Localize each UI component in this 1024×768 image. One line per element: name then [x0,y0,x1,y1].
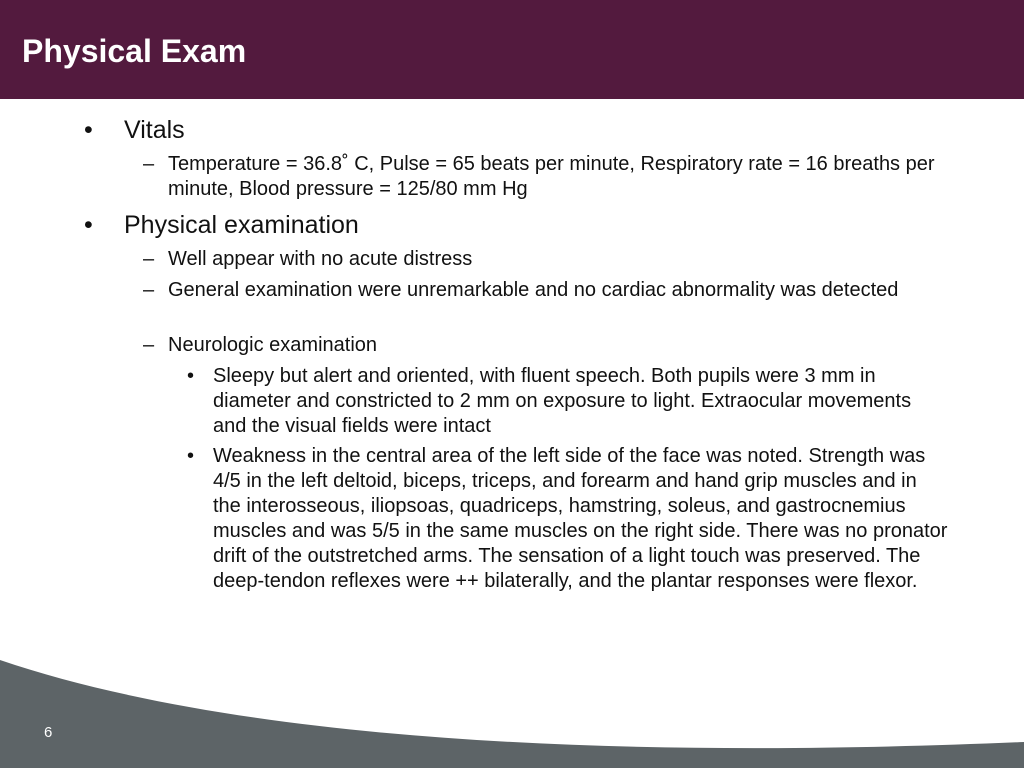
bullet-marker: • [187,365,195,387]
title-bar [0,0,1024,99]
page-number: 6 [44,724,53,741]
dash-marker: – [143,334,155,356]
bullet-text: Vitals [124,116,185,144]
sub-sub-bullet-text: Weakness in the central area of the left side of the face was noted. Strength was 4/5 in the left deltoid, biceps, triceps, and forearm and hand grip muscles and in the interosseous, iliopsoas, quadriceps, hamstring, soleus, and gastrocnemius muscles and was 5/5 in the same muscles on the right side. There was no pronator drift of the outstretched arms. The sensation of a light touch was preserved. The deep-tendon reflexes were ++ bilaterally, and the plantar responses were flexor. [213,445,948,592]
sub-bullet-text: Neurologic examination [168,334,378,356]
sub-sub-bullet-text: Sleepy but alert and oriented, with fluent speech. Both pupils were 3 mm in diameter and constricted to 2 mm on exposure to light. Extraocular movements and the visual fields were intact [213,365,912,437]
sub-bullet-text: General examination were unremarkable and no cardiac abnormality was detected [168,279,899,301]
dash-marker: – [143,279,155,301]
dash-marker: – [143,153,155,175]
footer-curve [0,650,1024,768]
sub-bullet-text: Temperature = 36.8˚ C, Pulse = 65 beats per minute, Respiratory rate = 16 breaths per minute, Blood pressure = 125/80 mm Hg [168,153,935,200]
bullet-marker: • [187,445,195,467]
sub-bullet-text: Well appear with no acute distress [168,248,473,270]
bullet-text: Physical examination [124,211,359,239]
bullet-marker: • [84,116,93,144]
dash-marker: – [143,248,155,270]
slide-title: Physical Exam [22,33,247,69]
bullet-marker: • [84,211,93,239]
